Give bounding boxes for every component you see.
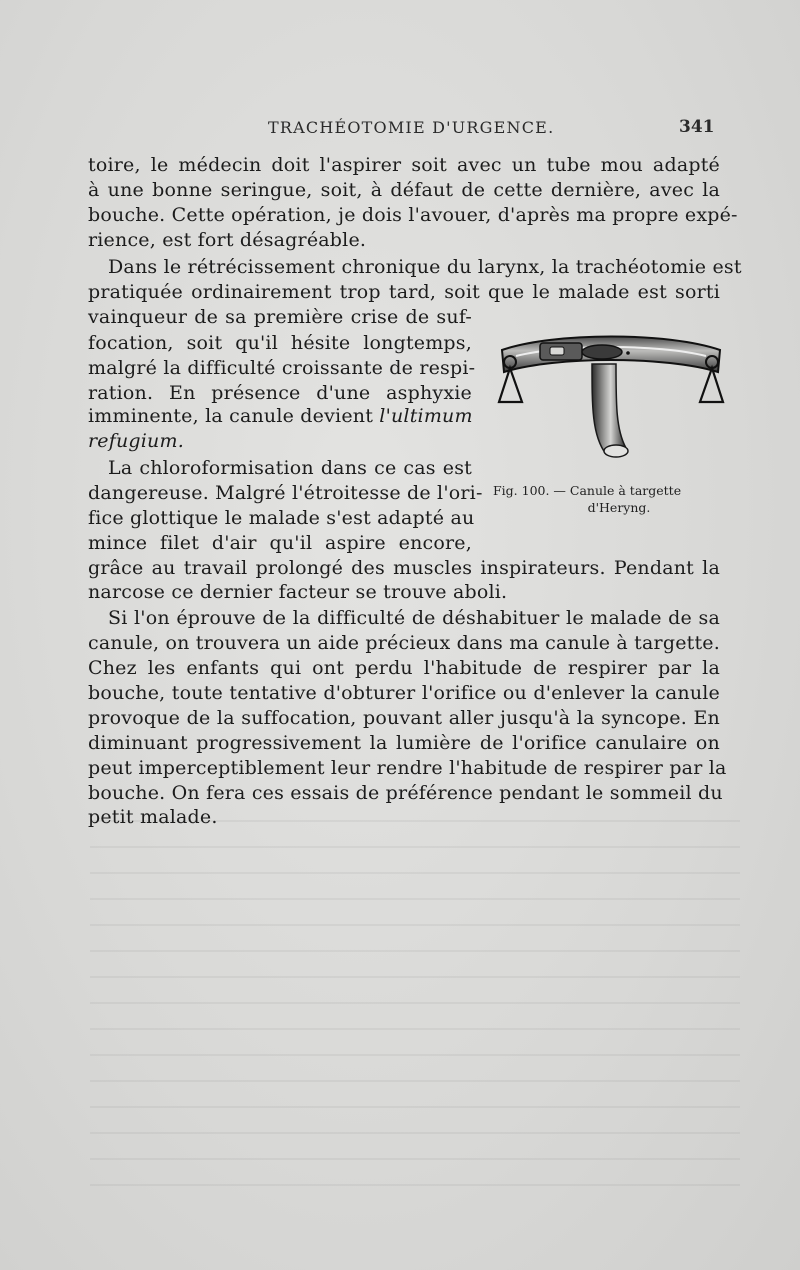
text-line: rience, est fort désagréable. — [88, 229, 367, 251]
text-line: pratiquée ordinairement trop tard, soit que le malade est sorti — [88, 281, 720, 303]
text-line: canule, on trouvera un aide précieux dans ma canule à targette. — [88, 632, 720, 654]
text-line: Si l'on éprouve de la difficulté de déshabituer le malade de sa — [108, 607, 720, 629]
text-fragment: imminente, la canule devient — [88, 405, 374, 427]
text-line: fice glottique le malade s'est adapté au — [88, 507, 475, 529]
cannula-illustration — [494, 326, 728, 471]
text-line: peut imperceptiblement leur rendre l'habitude de respirer par la — [88, 757, 727, 779]
figure-caption — [493, 482, 725, 516]
text-line — [88, 404, 472, 428]
text-line: bouche. Cette opération, je dois l'avouer, d'après ma propre expé- — [88, 204, 738, 226]
text-line: bouche, toute tentative d'obturer l'orifice ou d'enlever la canule — [88, 682, 720, 704]
italic-term: l'ultimum — [379, 405, 473, 427]
show-through-texture — [90, 820, 740, 1200]
text-line: petit malade. — [88, 806, 218, 828]
text-line: grâce au travail prolongé des muscles inspirateurs. Pendant la — [88, 557, 720, 579]
text-line: dangereuse. Malgré l'étroitesse de l'ori- — [88, 482, 483, 504]
text-line: Dans le rétrécissement chronique du larynx, la trachéotomie est — [108, 256, 742, 278]
text-line: focation, soit qu'il hésite longtemps, — [88, 332, 472, 354]
text-line: toire, le médecin doit l'aspirer soit avec un tube mou adapté — [88, 154, 720, 176]
caption-line: Fig. 100. — Canule à targette — [493, 483, 682, 498]
page-number: 341 — [679, 117, 715, 137]
text-line: diminuant progressivement la lumière de l'orifice canulaire on — [88, 732, 720, 754]
caption-line: d'Heryng. — [587, 500, 651, 515]
text-line: provoque de la suffocation, pouvant aller jusqu'à la syncope. En — [88, 707, 720, 729]
text-line: vainqueur de sa première crise de suf- — [88, 306, 472, 328]
text-line: mince filet d'air qu'il aspire encore, — [88, 532, 472, 554]
text-line: malgré la difficulté croissante de respi- — [88, 357, 476, 379]
running-title: TRACHÉOTOMIE D'URGENCE. — [268, 118, 555, 137]
text-line: narcose ce dernier facteur se trouve aboli. — [88, 581, 508, 603]
text-line: bouche. On fera ces essais de préférence pendant le sommeil du — [88, 782, 723, 804]
text-line: Chez les enfants qui ont perdu l'habitude de respirer par la — [88, 657, 720, 679]
text-line: ration. En présence d'une asphyxie — [88, 382, 472, 404]
text-line: à une bonne seringue, soit, à défaut de cette dernière, avec la — [88, 179, 720, 201]
text-line: La chloroformisation dans ce cas est — [108, 457, 472, 479]
text-line: refugium. — [88, 430, 184, 452]
